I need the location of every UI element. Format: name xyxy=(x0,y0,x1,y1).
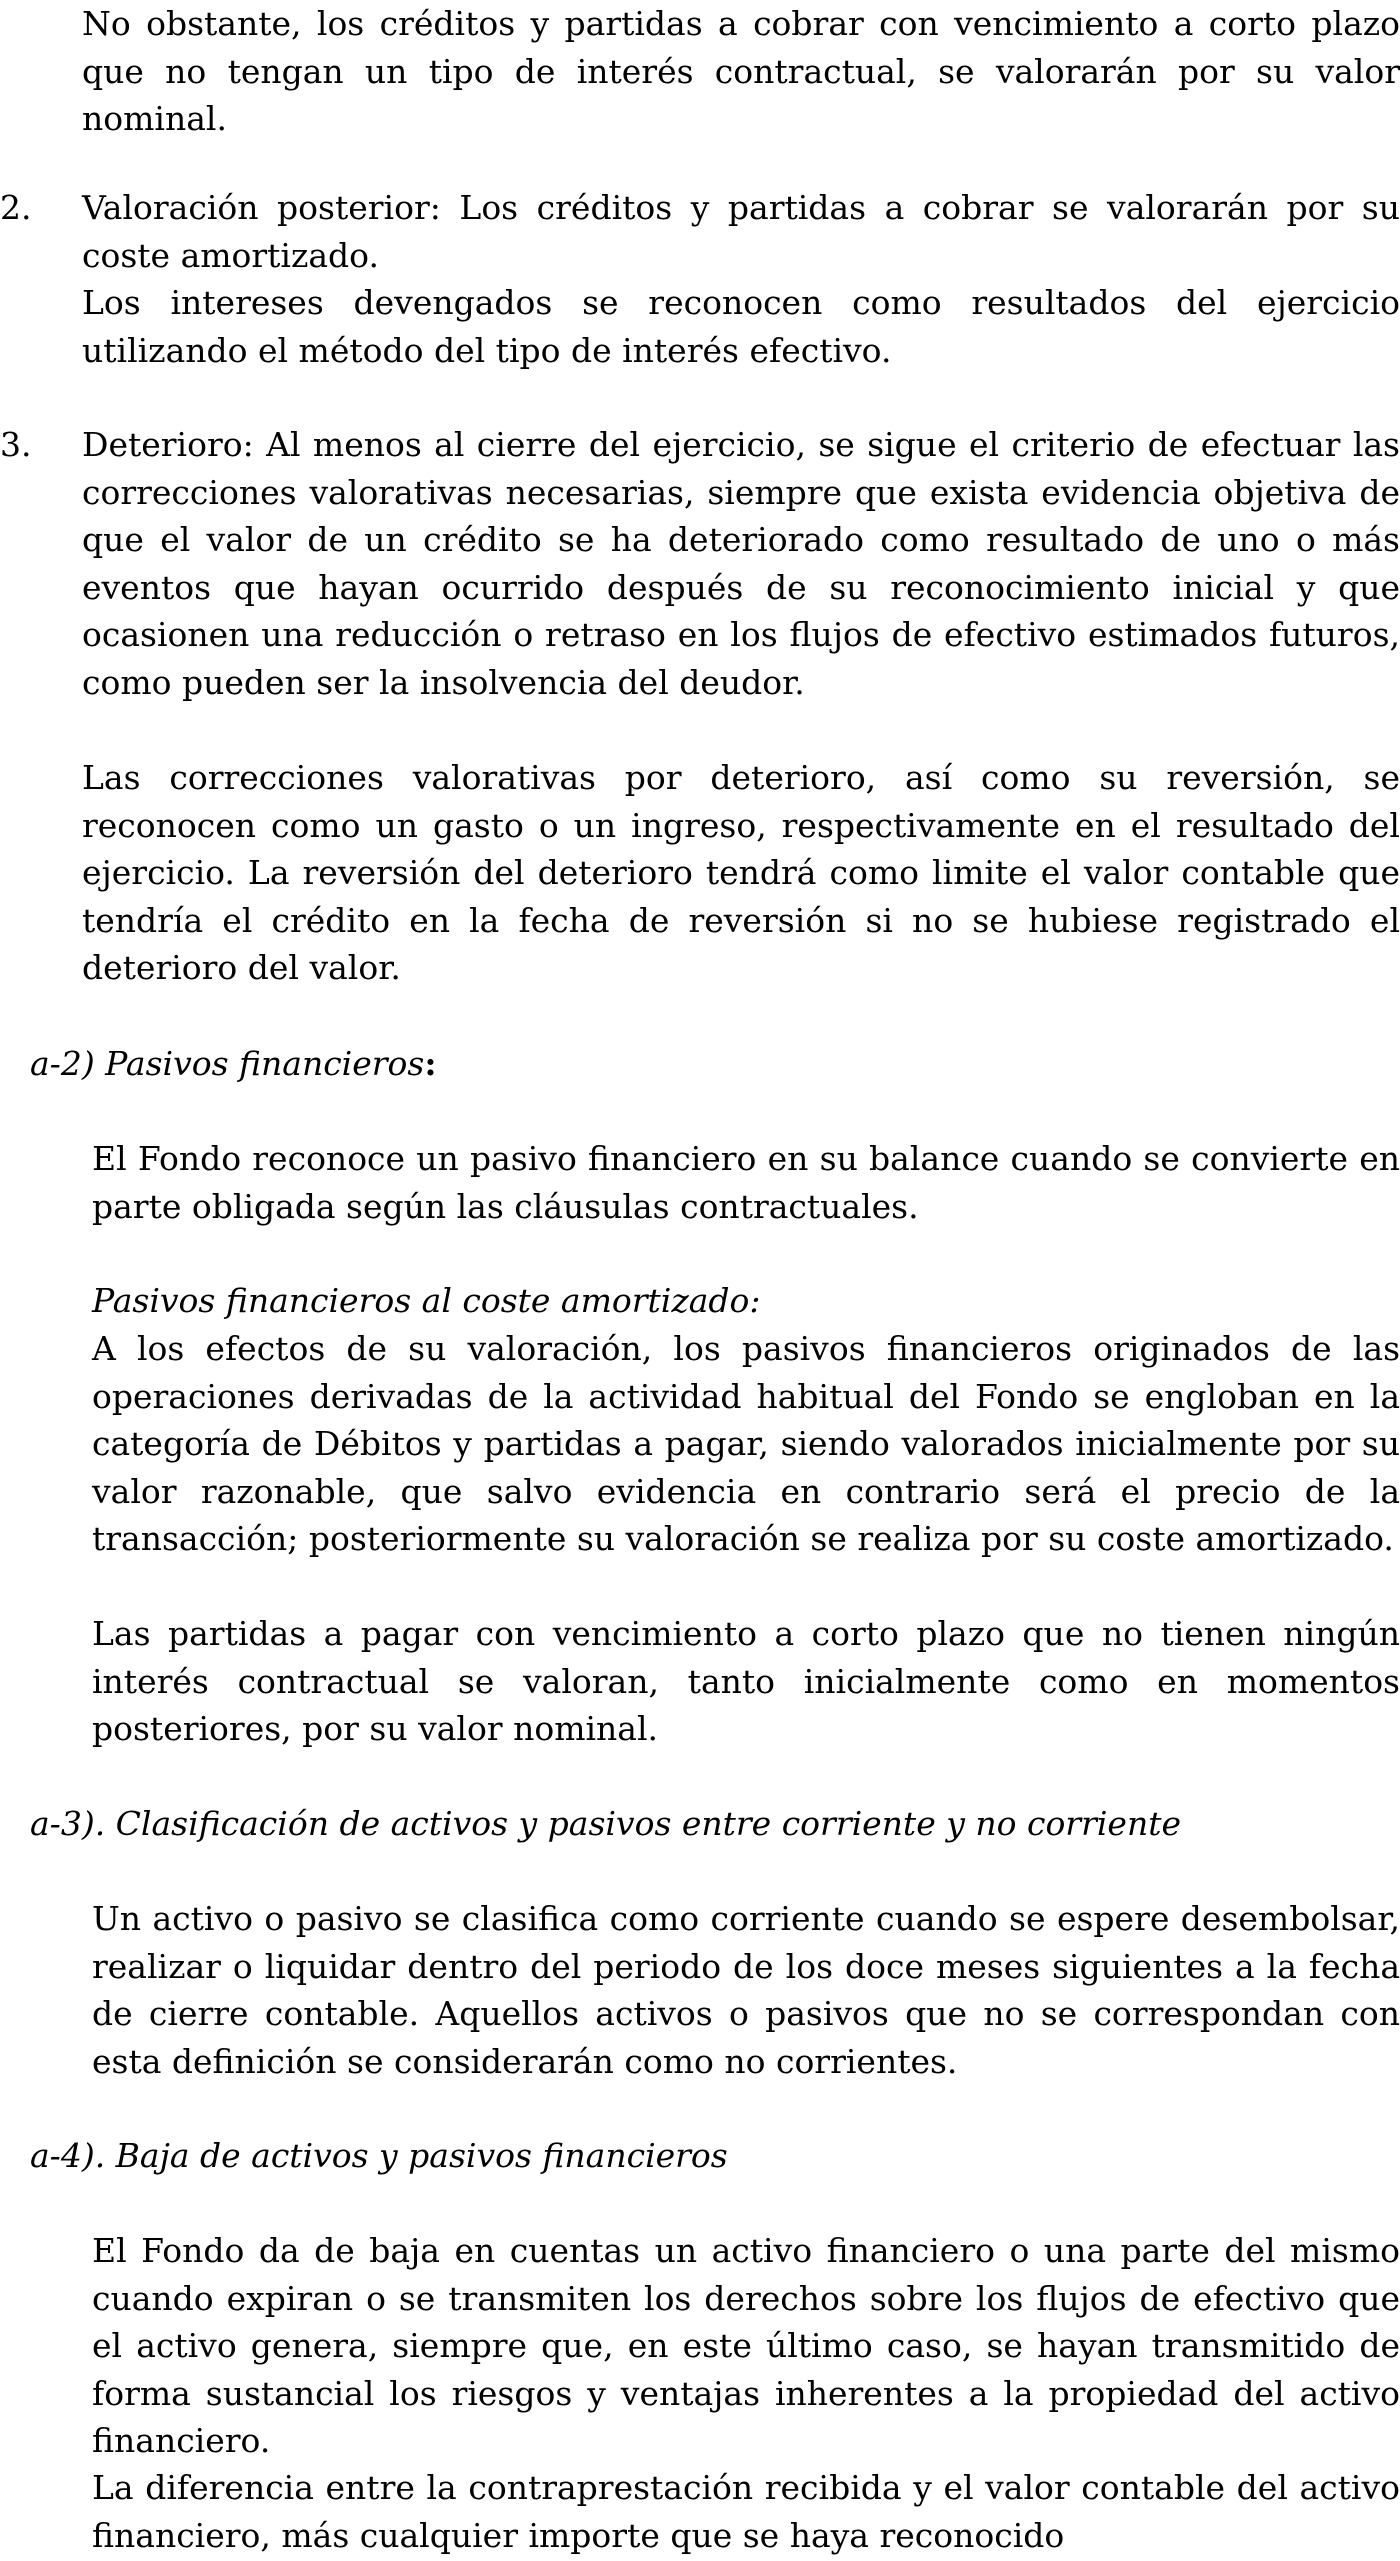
paragraph-consideration-difference: La diferencia entre la contraprestación recibida y el valor contable del activo financiero, más cualquier importe que se haya reconocido xyxy=(92,2468,1400,2555)
paragraph-nominal-value: No obstante, los créditos y partidas a cobrar con vencimiento a corto plazo que no tengan un tipo de interés contractual, se valorarán por su valor nominal. xyxy=(82,4,1400,138)
paragraph-liability-valuation: A los efectos de su valoración, los pasivos financieros originados de las operaciones derivadas de la actividad habitual del Fondo se engloban en la categoría de Débitos y partidas a pagar, siendo valorados inicialmente por su valor razonable, que salvo evidencia en contrario será el precio de la transacción; posteriormente su valoración se realiza por su coste amortizado. xyxy=(92,1329,1400,1558)
paragraph-accrued-interest: Los intereses devengados se reconocen como resultados del ejercicio utilizando el método del tipo de interés efectivo. xyxy=(82,283,1400,370)
list-number-3: 3. xyxy=(0,425,32,464)
paragraph-impairment: Deterioro: Al menos al cierre del ejercicio, se sigue el criterio de efectuar las correcciones valorativas necesarias, siempre que exista evidencia objetiva de que el valor de un crédito se ha deteriorado como resultado de uno o más eventos que hayan ocurrido después de su reconocimiento inicial y que ocasionen una reducción o retraso en los flujos de efectivo estimados futuros, como pueden ser la insolvencia del deudor. xyxy=(82,425,1400,702)
section-heading-a2: a-2) Pasivos financieros: xyxy=(30,1044,437,1083)
section-heading-a3: a-3). Clasificación de activos y pasivos entre corriente y no corriente xyxy=(30,1804,1181,1843)
paragraph-derecognition: El Fondo da de baja en cuentas un activo financiero o una parte del mismo cuando expiran o se transmiten los derechos sobre los flujos de efectivo que el activo genera, siempre que, en este último caso, se hayan transmitido de forma sustancial los riesgos y ventajas inherentes a la propiedad del activo financiero. xyxy=(92,2231,1400,2460)
section-heading-a4: a-4). Baja de activos y pasivos financieros xyxy=(30,2136,728,2175)
paragraph-financial-liability-recognition: El Fondo reconoce un pasivo financiero en su balance cuando se convierte en parte obligada según las cláusulas contractuales. xyxy=(92,1139,1400,1226)
list-number-2: 2. xyxy=(0,188,32,227)
paragraph-current-classification: Un activo o pasivo se clasifica como corriente cuando se espere desembolsar, realizar o liquidar dentro del periodo de los doce meses siguientes a la fecha de cierre contable. Aquellos activos o pasivos que no se correspondan con esta definición se considerarán como no corrientes. xyxy=(92,1899,1400,2081)
paragraph-subsequent-valuation: Valoración posterior: Los créditos y partidas a cobrar se valorarán por su coste amortizado. xyxy=(82,188,1400,275)
paragraph-short-term-payables: Las partidas a pagar con vencimiento a corto plazo que no tienen ningún interés contractual se valoran, tanto inicialmente como en momentos posteriores, por su valor nominal. xyxy=(92,1614,1400,1748)
paragraph-impairment-corrections: Las correcciones valorativas por deterioro, así como su reversión, se reconocen como un gasto o un ingreso, respectivamente en el resultado del ejercicio. La reversión del deterioro tendrá como limite el valor contable que tendría el crédito en la fecha de reversión si no se hubiese registrado el deterioro del valor. xyxy=(82,758,1400,987)
subheading-amortized-cost: Pasivos financieros al coste amortizado: xyxy=(92,1281,761,1320)
